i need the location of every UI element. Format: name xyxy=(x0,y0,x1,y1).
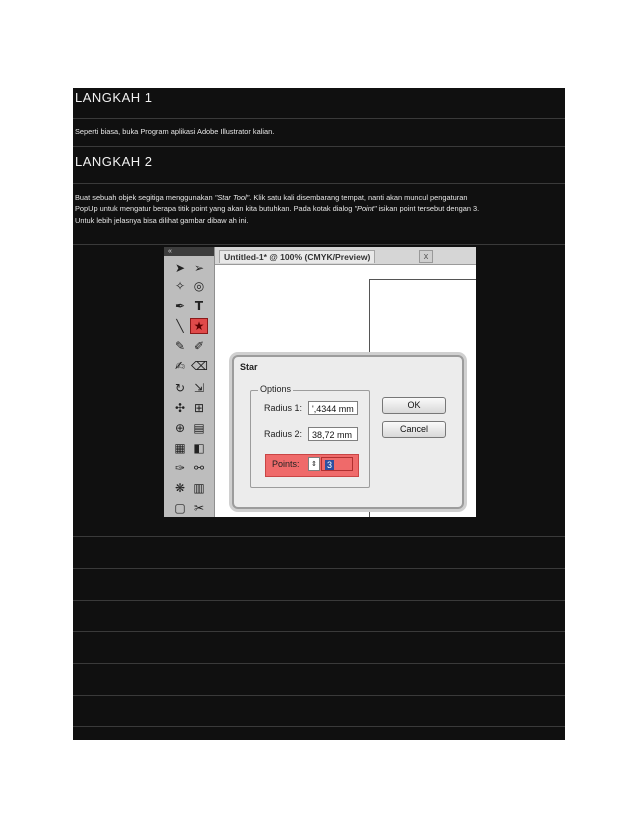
warp-tool-icon[interactable]: ✣ xyxy=(174,401,186,415)
cancel-button[interactable]: Cancel xyxy=(382,421,446,438)
divider xyxy=(73,663,565,664)
step2-line2: PopUp untuk mengatur berapa titik point yang akan kita butuhkan. Pada kotak dialog "Point" isikan point tersebut dengan 3. xyxy=(75,204,480,214)
line-tool-icon[interactable]: ╲ xyxy=(176,319,184,333)
star-dialog xyxy=(232,355,464,509)
document-sheet xyxy=(73,88,565,740)
step1-text: Seperti biasa, buka Program aplikasi Adobe Illustrator kalian. xyxy=(75,127,275,136)
tools-panel xyxy=(164,247,215,517)
step1-heading: LANGKAH 1 xyxy=(75,90,153,105)
ok-button[interactable]: OK xyxy=(382,397,446,414)
points-field[interactable] xyxy=(321,457,353,471)
document-tab-bar xyxy=(215,247,476,265)
blend-tool-icon[interactable]: ⚯ xyxy=(193,461,205,475)
step2-heading: LANGKAH 2 xyxy=(75,154,153,169)
points-label: Points: xyxy=(272,459,300,469)
divider xyxy=(73,118,565,119)
divider xyxy=(73,600,565,601)
type-tool-icon[interactable]: T xyxy=(194,299,204,313)
scale-tool-icon[interactable]: ⇲ xyxy=(193,381,205,395)
selection-tool-icon[interactable]: ➤ xyxy=(174,261,186,275)
pencil-tool-icon[interactable]: ✐ xyxy=(193,339,205,353)
radius1-field[interactable]: ',4344 mm xyxy=(308,401,358,415)
panel-collapse-icon[interactable]: « xyxy=(164,247,214,256)
divider xyxy=(73,568,565,569)
artboard-tool-icon[interactable]: ▢ xyxy=(174,501,186,515)
shape-builder-tool-icon[interactable]: ⊕ xyxy=(174,421,186,435)
rotate-tool-icon[interactable]: ↻ xyxy=(174,381,186,395)
divider xyxy=(73,631,565,632)
slice-tool-icon[interactable]: ✂ xyxy=(193,501,205,515)
radius2-field[interactable]: 38,72 mm xyxy=(308,427,358,441)
radius1-label: Radius 1: xyxy=(264,403,303,413)
gradient-tool-icon[interactable]: ◧ xyxy=(193,441,205,455)
eyedropper-tool-icon[interactable]: ✑ xyxy=(174,461,186,475)
direct-selection-tool-icon[interactable]: ➢ xyxy=(193,261,205,275)
divider xyxy=(73,536,565,537)
perspective-grid-tool-icon[interactable]: ▤ xyxy=(193,421,205,435)
mesh-tool-icon[interactable]: ▦ xyxy=(174,441,186,455)
step2-text xyxy=(75,192,563,226)
close-icon[interactable]: x xyxy=(419,250,433,263)
pen-tool-icon[interactable]: ✒ xyxy=(174,299,186,313)
options-group-label: Options xyxy=(260,384,292,394)
divider xyxy=(73,244,565,245)
free-transform-tool-icon[interactable]: ⊞ xyxy=(193,401,205,415)
divider xyxy=(73,695,565,696)
symbol-sprayer-tool-icon[interactable]: ❋ xyxy=(174,481,186,495)
divider xyxy=(73,726,565,727)
points-stepper-icon[interactable]: ⇕ xyxy=(308,457,320,471)
step2-line3: Untuk lebih jelasnya bisa dilihat gambar dibaw ah ini. xyxy=(75,215,249,225)
blob-brush-tool-icon[interactable]: ✍ xyxy=(174,359,186,373)
divider xyxy=(73,183,565,184)
points-value: 3 xyxy=(327,460,333,470)
lasso-tool-icon[interactable]: ◎ xyxy=(193,279,205,293)
radius2-label: Radius 2: xyxy=(264,429,303,439)
dialog-title: Star xyxy=(240,362,258,372)
paintbrush-tool-icon[interactable]: ✎ xyxy=(174,339,186,353)
illustrator-screenshot xyxy=(164,247,476,517)
step2-line1: Buat sebuah objek segitiga menggunakan "Star Tool". Klik satu kali disembarang tempat, nanti akan muncul pengaturan xyxy=(75,193,468,202)
document-tab[interactable]: Untitled-1* @ 100% (CMYK/Preview) xyxy=(219,250,375,263)
eraser-tool-icon[interactable]: ⌫ xyxy=(191,359,208,373)
star-tool-icon[interactable]: ★ xyxy=(190,318,208,334)
magic-wand-tool-icon[interactable]: ✧ xyxy=(174,279,186,293)
divider xyxy=(73,146,565,147)
graph-tool-icon[interactable]: ▥ xyxy=(193,481,205,495)
